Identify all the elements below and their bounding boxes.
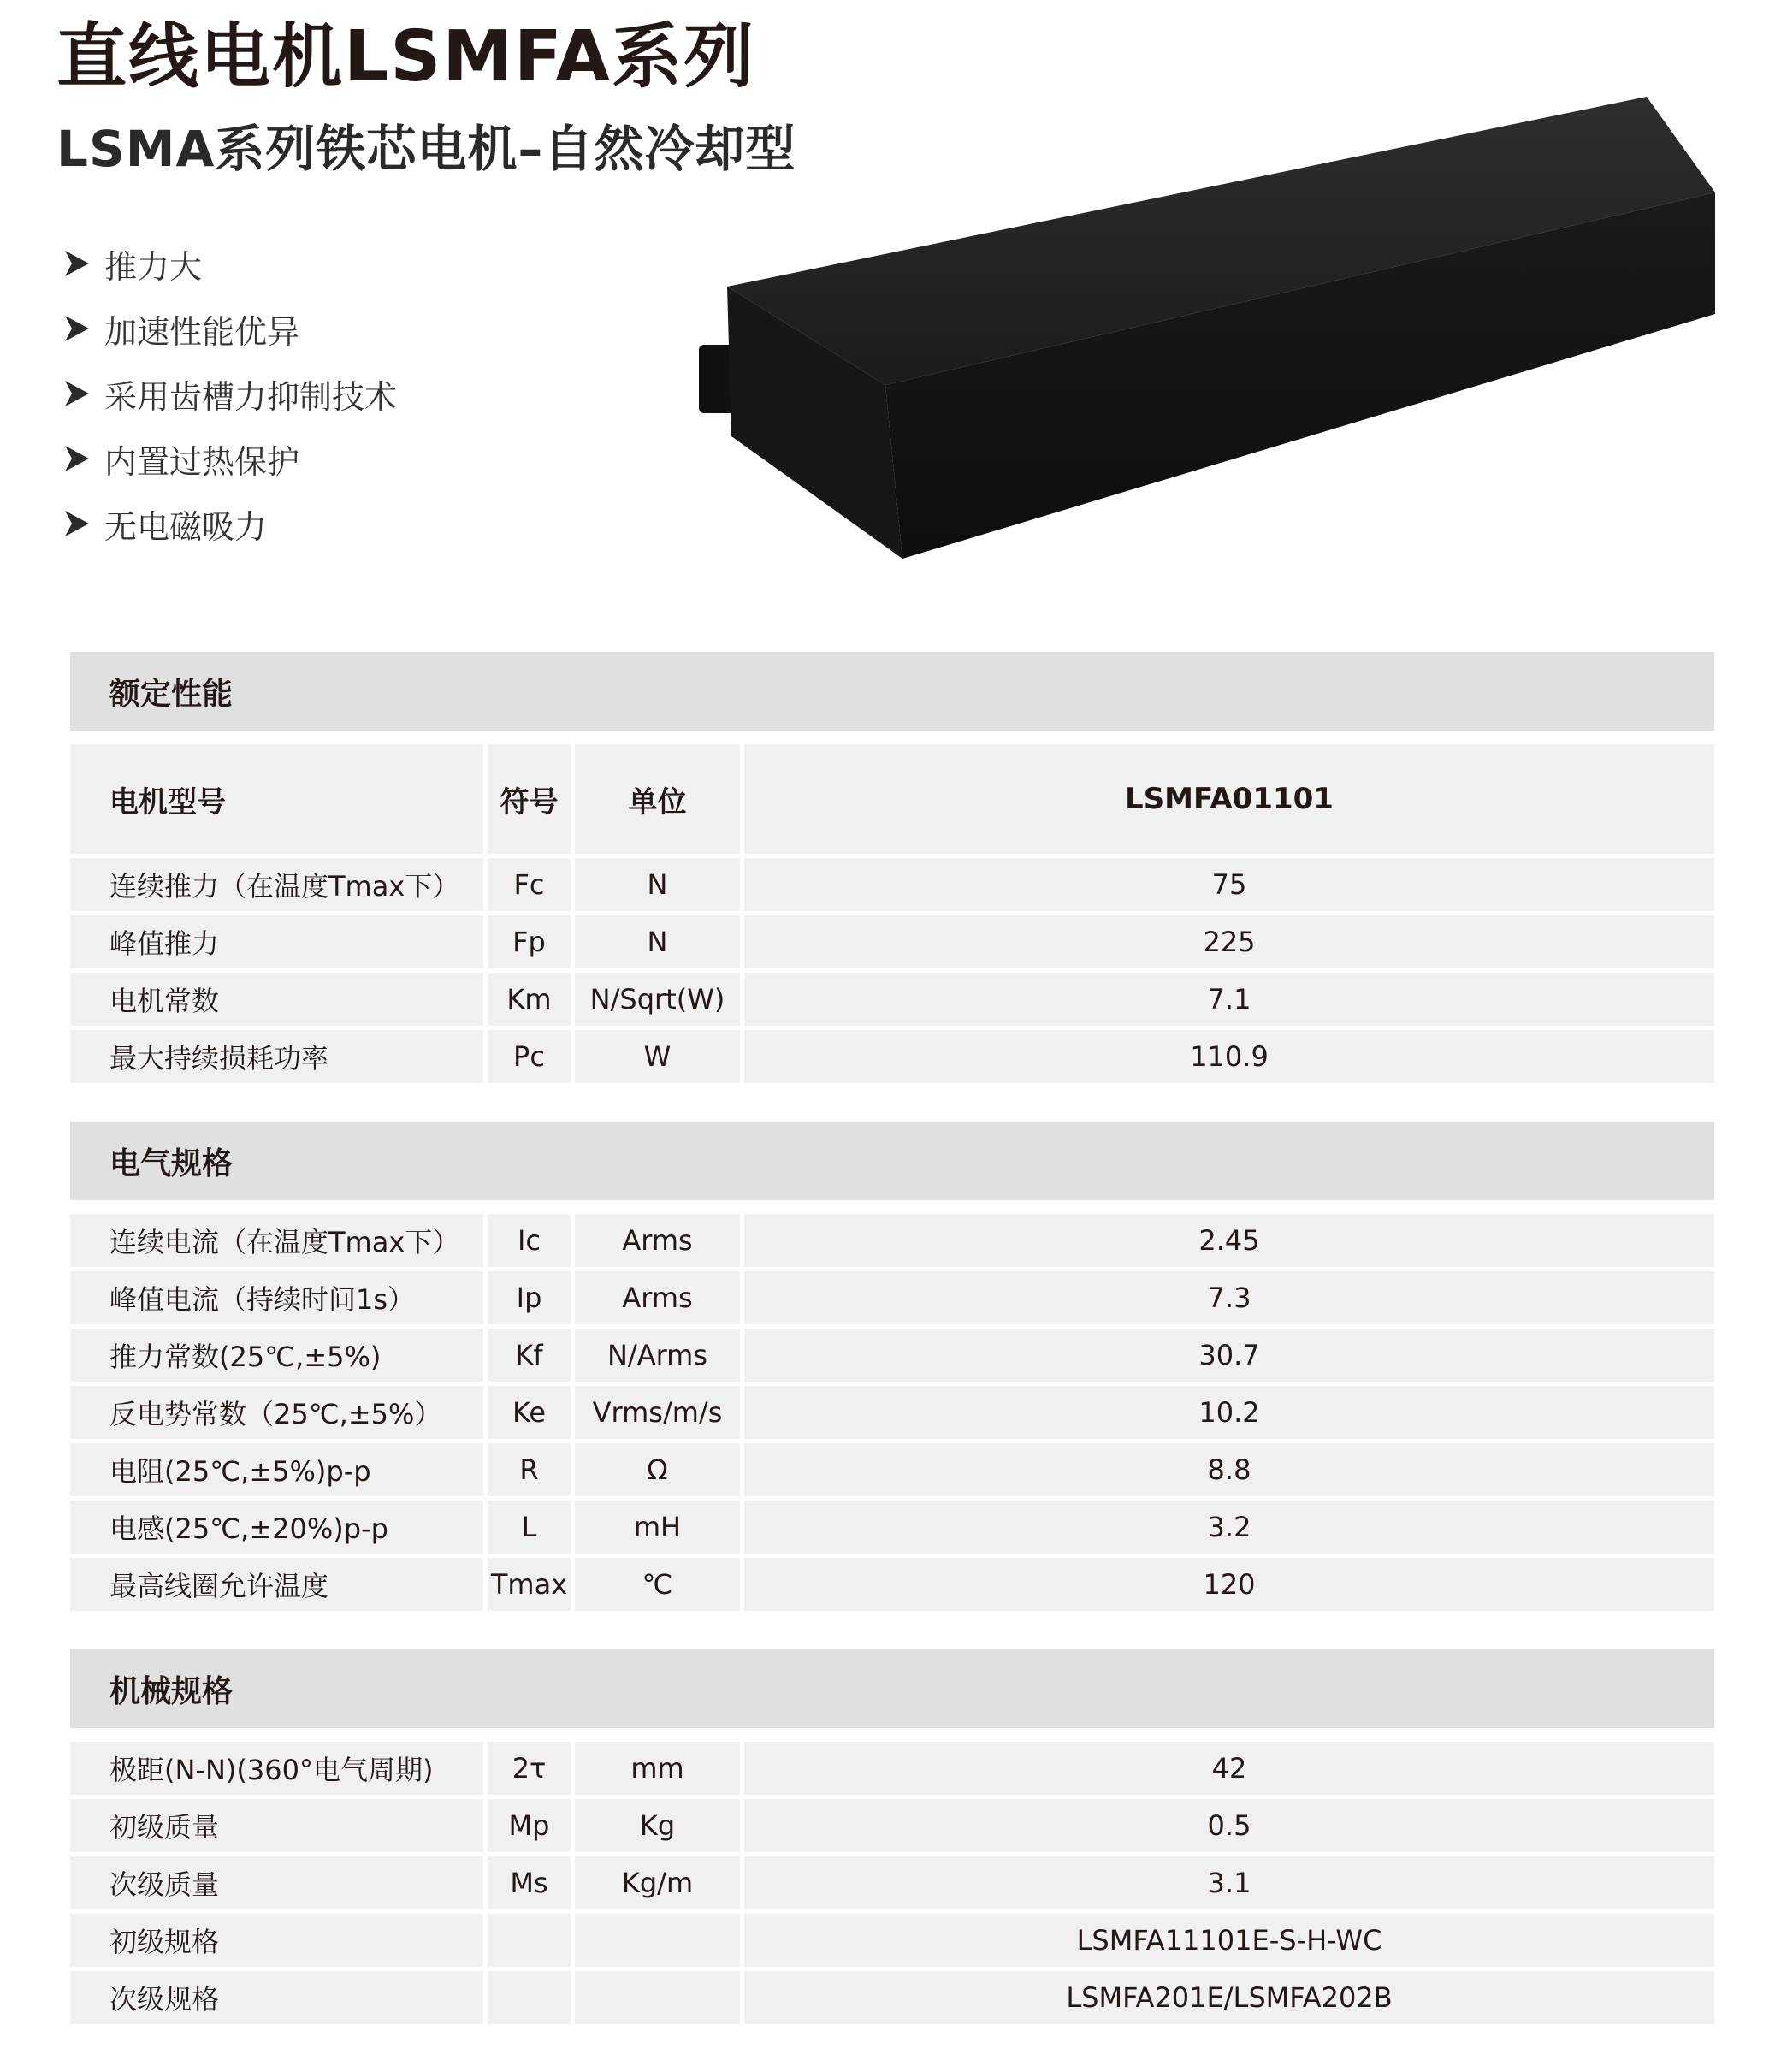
feature-text: 无电磁吸力	[104, 507, 268, 546]
table-row	[70, 1856, 1714, 1914]
empty-cell	[488, 1971, 575, 2024]
param-unit: N	[575, 858, 744, 911]
section-header-rated: 额定性能	[70, 652, 1714, 731]
param-symbol: Pc	[488, 1030, 575, 1083]
arrow-bullet-icon	[63, 314, 91, 343]
param-unit: Arms	[575, 1214, 744, 1267]
linear-motor-image	[697, 90, 1724, 565]
param-unit: N	[575, 915, 744, 968]
feature-list	[63, 231, 397, 556]
param-value: 7.3	[744, 1271, 1714, 1324]
table-row	[70, 858, 1714, 915]
table-row	[70, 1329, 1714, 1386]
header-unit: 单位	[575, 744, 744, 854]
feature-text: 采用齿槽力抑制技术	[104, 377, 398, 416]
param-unit: N/Sqrt(W)	[575, 973, 744, 1026]
arrow-bullet-icon	[63, 509, 91, 538]
param-value: 120	[744, 1558, 1714, 1611]
param-symbol: Ic	[488, 1214, 575, 1267]
param-value: 2.45	[744, 1214, 1714, 1267]
param-name: 极距(N-N)(360°电气周期)	[70, 1742, 488, 1795]
param-value: 0.5	[744, 1799, 1714, 1852]
param-name: 连续推力（在温度Tmax下）	[70, 858, 488, 911]
spec-value: LSMFA11101E-S-H-WC	[744, 1914, 1714, 1967]
section-header-mechanical: 机械规格	[70, 1649, 1714, 1728]
param-symbol: Fp	[488, 915, 575, 968]
param-unit: ℃	[575, 1558, 744, 1611]
param-value: 10.2	[744, 1386, 1714, 1439]
feature-text: 推力大	[104, 247, 203, 286]
param-symbol: Km	[488, 973, 575, 1026]
param-symbol: Tmax	[488, 1558, 575, 1611]
page-subtitle: LSMA系列铁芯电机–自然冷却型	[56, 120, 796, 178]
param-value: 8.8	[744, 1443, 1714, 1496]
table-row	[70, 1501, 1714, 1558]
param-value: 3.2	[744, 1501, 1714, 1554]
spec-name: 次级规格	[70, 1971, 488, 2024]
table-row	[70, 1914, 1714, 1971]
param-value: 3.1	[744, 1856, 1714, 1909]
param-symbol: Fc	[488, 858, 575, 911]
param-symbol: Mp	[488, 1799, 575, 1852]
param-symbol: Ke	[488, 1386, 575, 1439]
param-name: 推力常数(25℃,±5%)	[70, 1329, 488, 1382]
param-name: 电阻(25℃,±5%)p-p	[70, 1443, 488, 1496]
param-name: 最大持续损耗功率	[70, 1030, 488, 1083]
param-unit: mm	[575, 1742, 744, 1795]
param-name: 最高线圈允许温度	[70, 1558, 488, 1611]
empty-cell	[575, 1914, 744, 1967]
param-symbol: Kf	[488, 1329, 575, 1382]
param-symbol: L	[488, 1501, 575, 1554]
param-name: 峰值电流（持续时间1s）	[70, 1271, 488, 1324]
spec-value: LSMFA201E/LSMFA202B	[744, 1971, 1714, 2024]
param-name: 电机常数	[70, 973, 488, 1026]
feature-item	[63, 491, 397, 556]
param-name: 次级质量	[70, 1856, 488, 1909]
feature-item	[63, 361, 397, 426]
param-unit: Vrms/m/s	[575, 1386, 744, 1439]
feature-item	[63, 426, 397, 491]
empty-cell	[575, 1971, 744, 2024]
feature-item	[63, 231, 397, 296]
param-symbol: Ip	[488, 1271, 575, 1324]
param-value: 75	[744, 858, 1714, 911]
param-name: 反电势常数（25℃,±5%）	[70, 1386, 488, 1439]
param-value: 225	[744, 915, 1714, 968]
table-row	[70, 1443, 1714, 1501]
table-row	[70, 1030, 1714, 1087]
table-row	[70, 1386, 1714, 1443]
param-name: 连续电流（在温度Tmax下）	[70, 1214, 488, 1267]
param-unit: Ω	[575, 1443, 744, 1496]
param-symbol: 2τ	[488, 1742, 575, 1795]
param-unit: N/Arms	[575, 1329, 744, 1382]
arrow-bullet-icon	[63, 249, 91, 278]
table-row	[70, 1214, 1714, 1271]
arrow-bullet-icon	[63, 444, 91, 473]
header-model-label: 电机型号	[70, 744, 488, 854]
spec-name: 初级规格	[70, 1914, 488, 1967]
empty-cell	[488, 1914, 575, 1967]
param-value: 110.9	[744, 1030, 1714, 1083]
table-row	[70, 1271, 1714, 1329]
table-row	[70, 973, 1714, 1030]
param-unit: Kg/m	[575, 1856, 744, 1909]
feature-text: 加速性能优异	[104, 312, 300, 351]
param-unit: W	[575, 1030, 744, 1083]
section-header-electrical: 电气规格	[70, 1122, 1714, 1200]
table-row	[70, 915, 1714, 973]
feature-item	[63, 296, 397, 361]
param-name: 电感(25℃,±20%)p-p	[70, 1501, 488, 1554]
table-row	[70, 1558, 1714, 1615]
param-unit: Arms	[575, 1271, 744, 1324]
param-name: 峰值推力	[70, 915, 488, 968]
header-model-value: LSMFA01101	[744, 744, 1714, 854]
page-title: 直线电机LSMFA系列	[56, 16, 755, 98]
param-symbol: Ms	[488, 1856, 575, 1909]
header-symbol: 符号	[488, 744, 575, 854]
param-unit: Kg	[575, 1799, 744, 1852]
param-name: 初级质量	[70, 1799, 488, 1852]
param-symbol: R	[488, 1443, 575, 1496]
table-row	[70, 1742, 1714, 1799]
table-row	[70, 1799, 1714, 1856]
arrow-bullet-icon	[63, 379, 91, 408]
param-value: 30.7	[744, 1329, 1714, 1382]
spec-table	[70, 652, 1714, 2028]
param-value: 42	[744, 1742, 1714, 1795]
param-unit: mH	[575, 1501, 744, 1554]
feature-text: 内置过热保护	[104, 442, 300, 481]
table-row	[70, 1971, 1714, 2028]
table-header-row	[70, 744, 1714, 858]
param-value: 7.1	[744, 973, 1714, 1026]
